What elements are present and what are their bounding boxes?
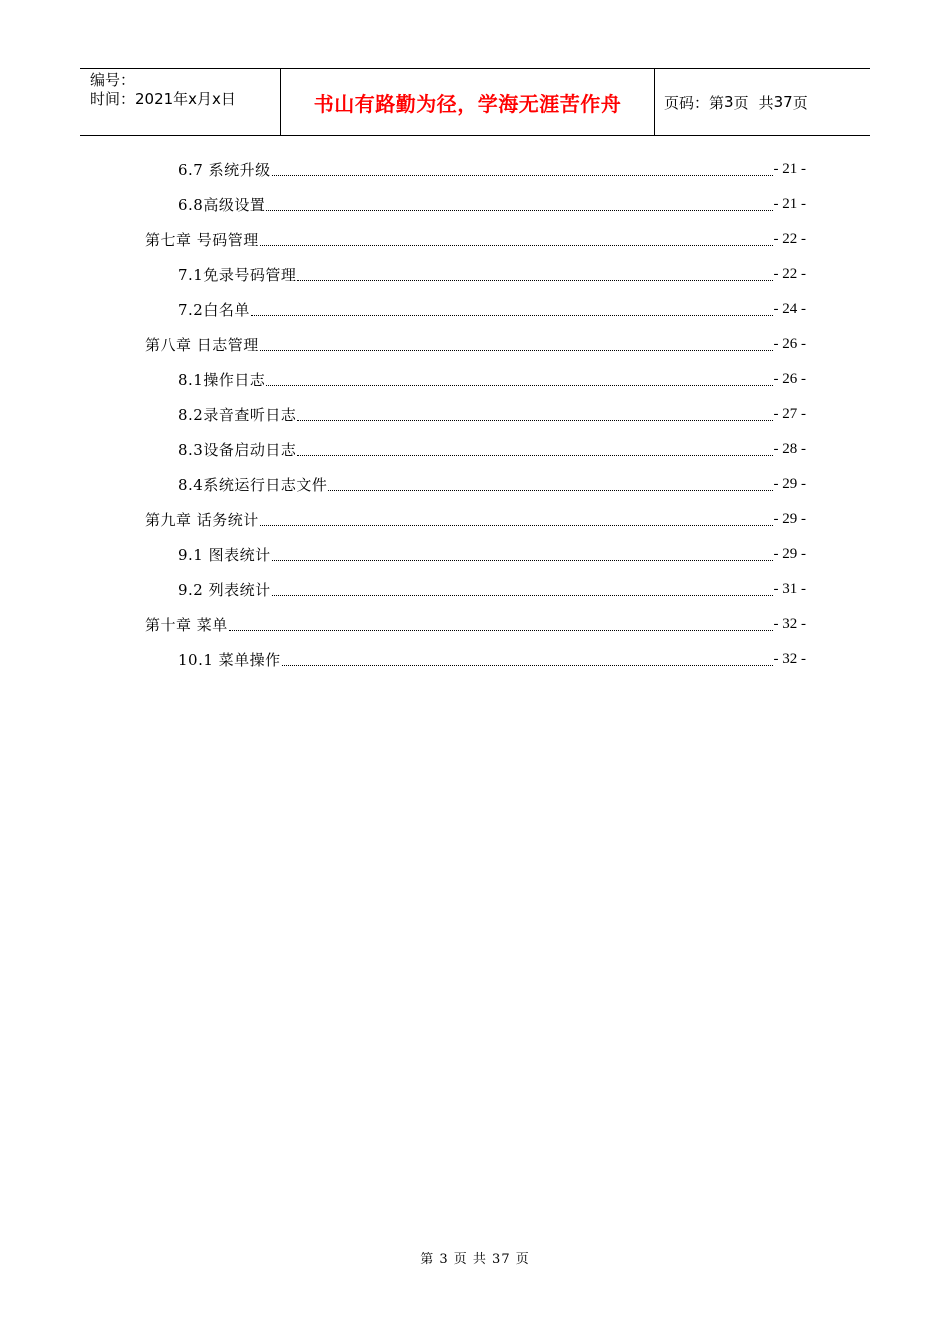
- toc-entry-page: - 24 -: [773, 301, 806, 317]
- toc-dot-leader: [260, 245, 773, 246]
- toc-entry-title: 第七章 号码管理: [145, 231, 259, 249]
- toc-entry-page: - 22 -: [773, 266, 806, 282]
- toc-dot-leader: [272, 175, 773, 176]
- toc-entry[interactable]: [145, 607, 806, 642]
- toc-dot-leader: [272, 595, 773, 596]
- header-motto: 书山有路勤为径，学海无涯苦作舟: [281, 69, 655, 135]
- page-total: 37: [773, 93, 793, 111]
- toc-entry-title: 8.4系统运行日志文件: [178, 476, 328, 494]
- toc-dot-leader: [282, 665, 773, 666]
- toc-entry-title: 第九章 话务统计: [145, 511, 259, 529]
- document-number-label: 编号：: [90, 71, 136, 89]
- toc-entry[interactable]: [178, 397, 806, 432]
- toc-entry-title: 6.7 系统升级: [178, 161, 271, 179]
- toc-entry-page: - 26 -: [773, 371, 806, 387]
- toc-entry[interactable]: [145, 222, 806, 257]
- toc-entry-page: - 27 -: [773, 406, 806, 422]
- toc-dot-leader: [297, 280, 772, 281]
- header-meta: [80, 69, 281, 135]
- toc-entry[interactable]: [178, 152, 806, 187]
- toc-entry-title: 8.1操作日志: [178, 371, 266, 389]
- toc-entry-page: - 21 -: [773, 196, 806, 212]
- toc-entry-page: - 22 -: [773, 231, 806, 247]
- header-page-info: [655, 69, 870, 135]
- toc-entry-page: - 32 -: [773, 651, 806, 667]
- toc-dot-leader: [251, 315, 773, 316]
- toc-entry[interactable]: [178, 467, 806, 502]
- toc-dot-leader: [328, 490, 772, 491]
- toc-entry-page: - 31 -: [773, 581, 806, 597]
- page-mid: 页: [733, 93, 749, 112]
- toc-entry[interactable]: [178, 362, 806, 397]
- toc-entry-page: - 26 -: [773, 336, 806, 352]
- toc-dot-leader: [272, 560, 773, 561]
- toc-entry-page: - 29 -: [773, 511, 806, 527]
- page-header: [80, 68, 870, 136]
- toc-entry-title: 9.1 图表统计: [178, 546, 271, 564]
- toc-entry-title: 10.1 菜单操作: [178, 651, 281, 669]
- toc-dot-leader: [297, 455, 772, 456]
- toc-entry-title: 7.2白名单: [178, 301, 250, 319]
- toc-entry-title: 第八章 日志管理: [145, 336, 259, 354]
- toc-entry[interactable]: [145, 327, 806, 362]
- page-footer: 第 3 页 共 37 页: [420, 1252, 530, 1267]
- toc-entry-title: 8.3设备启动日志: [178, 441, 297, 459]
- page-total-prefix: 共: [758, 93, 774, 112]
- toc-entry-page: - 32 -: [773, 616, 806, 632]
- toc-entry[interactable]: [178, 257, 806, 292]
- toc-entry[interactable]: [178, 572, 806, 607]
- toc-dot-leader: [266, 385, 772, 386]
- document-date-label: 时间：2021年x月x日: [90, 90, 236, 108]
- toc-entry-title: 7.1免录号码管理: [178, 266, 297, 284]
- page-prefix: 页码：第: [664, 93, 725, 112]
- toc-entry[interactable]: [178, 432, 806, 467]
- toc-dot-leader: [260, 350, 773, 351]
- toc-entry-title: 8.2录音查听日志: [178, 406, 297, 424]
- toc-entry[interactable]: [145, 502, 806, 537]
- toc-entry-title: 6.8高级设置: [178, 196, 266, 214]
- toc-entry-page: - 29 -: [773, 476, 806, 492]
- toc-dot-leader: [260, 525, 773, 526]
- toc-entry-page: - 21 -: [773, 161, 806, 177]
- toc-entry[interactable]: [178, 187, 806, 222]
- page-suffix: 页: [792, 93, 808, 112]
- toc-entry-title: 第十章 菜单: [145, 616, 228, 634]
- toc-entry[interactable]: [178, 537, 806, 572]
- toc-dot-leader: [297, 420, 772, 421]
- toc-entry[interactable]: [178, 292, 806, 327]
- toc-entry-title: 9.2 列表统计: [178, 581, 271, 599]
- toc-dot-leader: [266, 210, 772, 211]
- toc-dot-leader: [229, 630, 773, 631]
- toc-entry-page: - 29 -: [773, 546, 806, 562]
- toc-entry-page: - 28 -: [773, 441, 806, 457]
- page-current: 3: [724, 93, 734, 111]
- toc-entry[interactable]: [178, 642, 806, 677]
